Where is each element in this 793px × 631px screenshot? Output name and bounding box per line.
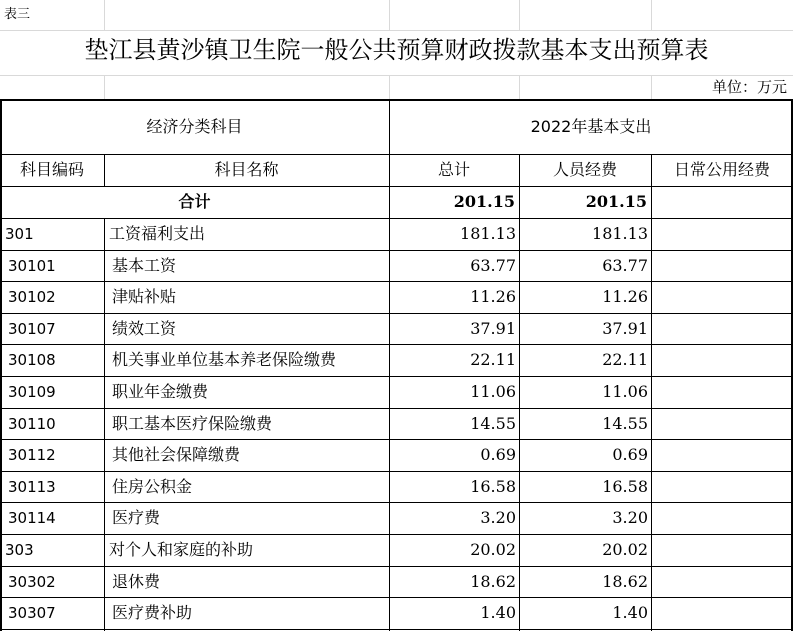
row-personnel: 16.58 — [602, 477, 648, 496]
row-name: 工资福利支出 — [109, 224, 206, 243]
row-personnel: 63.77 — [602, 256, 648, 275]
grid-line — [104, 75, 105, 99]
row-name: 退休费 — [112, 572, 161, 591]
row-code: 30307 — [8, 604, 56, 622]
row-name: 基本工资 — [112, 256, 177, 275]
row-name: 医疗费补助 — [112, 603, 193, 622]
table-border — [0, 566, 793, 567]
grid-line — [519, 0, 520, 30]
row-name: 津贴补贴 — [112, 287, 177, 306]
row-code: 30102 — [8, 288, 56, 306]
header-total: 总计 — [437, 160, 470, 179]
row-total: 3.20 — [480, 508, 516, 527]
row-code: 30302 — [8, 573, 56, 591]
row-name: 对个人和家庭的补助 — [109, 540, 254, 559]
row-personnel: 22.11 — [602, 350, 648, 369]
grid-line — [0, 75, 793, 76]
row-total: 11.26 — [470, 287, 516, 306]
row-name: 职工基本医疗保险缴费 — [112, 414, 273, 433]
row-personnel: 14.55 — [602, 414, 648, 433]
row-name: 其他社会保障缴费 — [112, 445, 241, 464]
row-name: 住房公积金 — [112, 477, 193, 496]
row-personnel: 20.02 — [602, 540, 648, 559]
row-total: 181.13 — [460, 224, 516, 243]
table-border — [0, 408, 793, 409]
row-personnel: 3.20 — [612, 508, 648, 527]
table-border — [0, 534, 793, 535]
row-personnel: 1.40 — [612, 603, 648, 622]
row-code: 30108 — [8, 351, 56, 369]
row-total: 18.62 — [470, 572, 516, 591]
table-border — [0, 281, 793, 282]
row-name: 职业年金缴费 — [112, 382, 209, 401]
row-code: 30101 — [8, 257, 56, 275]
table-border — [0, 471, 793, 472]
row-code: 30113 — [8, 478, 56, 496]
grid-line — [651, 0, 652, 30]
table-border — [0, 597, 793, 598]
unit-label: 单位：万元 — [711, 78, 787, 96]
table-border — [0, 99, 793, 101]
row-code: 30107 — [8, 320, 56, 338]
grid-line — [519, 75, 520, 99]
row-total: 63.77 — [470, 256, 516, 275]
table-border — [0, 629, 793, 630]
grid-line — [389, 0, 390, 30]
table-border — [104, 218, 105, 631]
grid-line — [651, 75, 652, 99]
sum-row-total: 201.15 — [453, 192, 515, 211]
header-personnel: 人员经费 — [552, 160, 617, 179]
grid-line — [389, 75, 390, 99]
row-code: 30114 — [8, 509, 56, 527]
row-code: 303 — [5, 541, 34, 559]
row-name: 绩效工资 — [112, 319, 177, 338]
row-total: 0.69 — [480, 445, 516, 464]
header-year-basic: 2022年基本支出 — [530, 117, 652, 136]
table-border — [519, 186, 520, 631]
row-personnel: 37.91 — [602, 319, 648, 338]
table-border — [0, 250, 793, 251]
row-code: 30112 — [8, 446, 56, 464]
row-name: 医疗费 — [112, 508, 161, 527]
header-econ-class: 经济分类科目 — [146, 117, 243, 136]
row-code: 30110 — [8, 415, 56, 433]
row-total: 1.40 — [480, 603, 516, 622]
table-border — [0, 99, 2, 631]
table-border — [0, 186, 793, 187]
table-border — [0, 439, 793, 440]
row-code: 30109 — [8, 383, 56, 401]
row-total: 20.02 — [470, 540, 516, 559]
row-personnel: 18.62 — [602, 572, 648, 591]
row-total: 11.06 — [470, 382, 516, 401]
table-border — [389, 186, 390, 631]
row-code: 301 — [5, 225, 34, 243]
sheet-tag: 表三 — [4, 7, 31, 22]
row-personnel: 11.26 — [602, 287, 648, 306]
table-border — [0, 502, 793, 503]
header-code: 科目编码 — [19, 160, 84, 179]
sum-row-label: 合计 — [178, 192, 211, 211]
table-border — [0, 218, 793, 219]
row-total: 37.91 — [470, 319, 516, 338]
header-name: 科目名称 — [214, 160, 279, 179]
row-personnel: 0.69 — [612, 445, 648, 464]
grid-line — [0, 30, 793, 31]
table-border — [0, 154, 793, 155]
row-name: 机关事业单位基本养老保险缴费 — [112, 350, 337, 369]
row-personnel: 11.06 — [602, 382, 648, 401]
sum-row-personnel: 201.15 — [585, 192, 647, 211]
page-title: 垫江县黄沙镇卫生院一般公共预算财政拨款基本支出预算表 — [84, 36, 709, 64]
row-personnel: 181.13 — [592, 224, 648, 243]
table-border — [0, 376, 793, 377]
header-public: 日常公用经费 — [673, 160, 770, 179]
row-total: 16.58 — [470, 477, 516, 496]
table-border — [0, 313, 793, 314]
table-border — [0, 344, 793, 345]
row-total: 14.55 — [470, 414, 516, 433]
grid-line — [104, 0, 105, 30]
row-total: 22.11 — [470, 350, 516, 369]
table-border — [651, 186, 652, 631]
